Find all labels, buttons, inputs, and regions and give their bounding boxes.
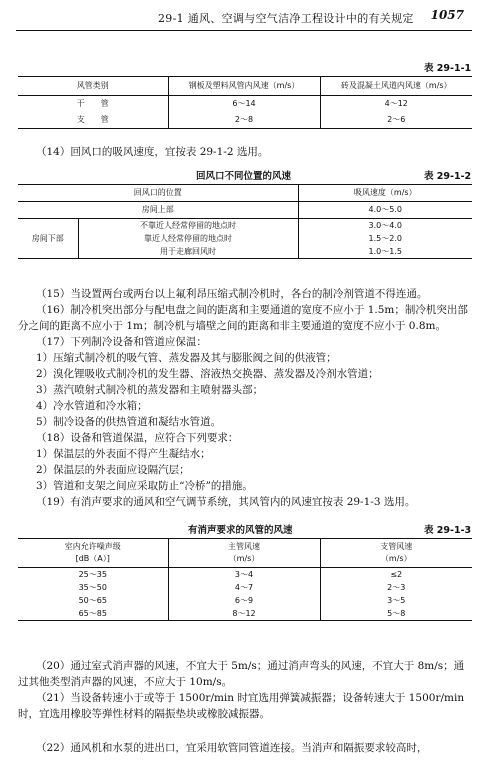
table2-cell: 1.5～2.0: [298, 232, 472, 245]
list-item: 4）冷水管道和冷水箱；: [36, 400, 148, 412]
section-title: 29-1 通风、空调与空气洁净工程设计中的有关规定: [158, 12, 414, 25]
table3-header-cell: [18, 539, 168, 568]
paragraph-14: （14）回风口的吸风速度，宜按表 29-1-2 选用。: [36, 146, 269, 158]
table3-number: 表 29-1-3: [424, 525, 472, 536]
table1-cell: 干 管: [76, 99, 109, 108]
table-row: [18, 607, 472, 621]
table-row: [18, 568, 472, 582]
table-row: [18, 581, 472, 594]
table3-header-line: （m/s）: [228, 554, 260, 563]
table3-cell: 35～50: [78, 582, 107, 592]
table2-header-cell: 回风口的位置: [18, 185, 298, 202]
table3-header-line: [dB（A）]: [75, 554, 110, 563]
table1-cell: 2～6: [320, 112, 472, 129]
paragraph-20: （20）通过室式消声器的风速，不宜大于 5m/s；通过消声弯头的风速，不宜大于 8m/s；通过其他类型消声器的风速，不应大于 10m/s。: [18, 660, 465, 688]
table2-header-cell: 吸风速度（m/s）: [298, 185, 472, 202]
table1-cell: 2～8: [168, 112, 320, 129]
list-item: 1）压缩式制冷机的吸气管、蒸发器及其与膨胀阀之间的供液管；: [36, 352, 337, 364]
paragraph-17: （17）下列制冷设备和管道应保温：: [36, 336, 207, 348]
list-item: 2）溴化锂吸收式制冷机的发生器、溶液热交换器、蒸发器及冷剂水管道；: [36, 368, 379, 380]
table2-cell: 用于走廊回风时: [78, 245, 298, 259]
table1: [18, 76, 472, 129]
table3-header-line: （m/s）: [380, 554, 412, 563]
table-row: [18, 594, 472, 607]
table-row: [18, 202, 472, 219]
paragraph-22: （22）通风机和水泵的进出口，宜采用软管同管道连接。当消声和隔振要求较高时，: [36, 742, 428, 754]
paragraph-21: （21）当设备转速小于或等于 1500r/min 时宜选用弹簧减振器；设备转速大于 1500r/min 时，宜选用橡胶等弹性材料的隔振垫块或橡胶减振器。: [18, 692, 465, 720]
running-header: [16, 6, 472, 31]
table2-cell: 4.0～5.0: [298, 202, 472, 219]
list-item: 5）制冷设备的供热管道和凝结水管道。: [36, 416, 222, 428]
table2-cell: 1.0～1.5: [298, 245, 472, 259]
table3-cell: 5～8: [320, 607, 472, 621]
paragraph-16: （16）制冷机突出部分与配电盘之间的距离和主要通道的宽度不应小于 1.5m；制冷机突出部分之间的距离不应小于 1m；制冷机与墙壁之间的距离和非主要通道的宽度不应小于 0.8m。: [18, 304, 468, 332]
table3-title: 有消声要求的风管的风速: [188, 525, 293, 536]
table3: [18, 538, 472, 621]
table3-cell: 8～12: [168, 607, 320, 621]
table1-header-cell: 钢板及塑料风管内风速（m/s）: [168, 77, 320, 96]
list-item: 3）蒸汽喷射式制冷机的蒸发器和主喷射器头部；: [36, 384, 264, 396]
table-row: [18, 112, 472, 129]
table2-group-cell: 房间下部: [18, 219, 78, 259]
table-row: [18, 219, 472, 233]
table3-header-line: 室内允许噪声级: [64, 542, 121, 551]
table2: [18, 184, 472, 259]
table1-cell: 支 管: [18, 112, 168, 129]
table3-header-line: 支管风速: [380, 542, 413, 551]
table1-header-cell: 风管类别: [18, 77, 168, 96]
table1-cell: 4～12: [320, 96, 472, 113]
table3-cell: 3～5: [320, 594, 472, 607]
paragraph-15: （15）当设置两台或两台以上氟利昂压缩式制冷机时，各台的制冷剂管道不得连通。: [36, 288, 428, 300]
table3-cell: ≤2: [320, 568, 472, 582]
table3-cell: 4～7: [168, 581, 320, 594]
table3-cell: 2～3: [320, 581, 472, 594]
table3-header-cell: [320, 539, 472, 568]
table2-cell: 不靠近人经常停留的地点时: [78, 219, 298, 233]
table3-cell: 3～4: [168, 568, 320, 582]
table2-cell: 靠近人经常停留的地点时: [78, 232, 298, 245]
table1-header-cell: 砖及混凝土风道内风速（m/s）: [320, 77, 472, 96]
list-item: 2）保温层的外表面应设隔汽层；: [36, 464, 190, 476]
page-number: 1057: [430, 8, 464, 22]
list-item: 3）管道和支架之间应采取防止“冷桥”的措施。: [36, 480, 253, 492]
table2-cell: 房间上部: [18, 202, 298, 219]
table2-title: 回风口不同位置的风速: [196, 171, 292, 182]
table3-header-line: 主管风速: [228, 542, 260, 551]
table-row: [18, 232, 472, 245]
table1-cell: 6～14: [168, 96, 320, 113]
table-row: [18, 245, 472, 259]
table1-number: 表 29-1-1: [424, 63, 472, 74]
table3-cell: 6～9: [168, 594, 320, 607]
table3-cell: 65～85: [18, 607, 168, 621]
paragraph-19: （19）有消声要求的通风和空气调节系统，其风管内的风速宜按表 29-1-3 选用。: [36, 496, 416, 508]
table3-cell: 25～35: [78, 569, 107, 579]
table3-cell: 50～65: [78, 595, 107, 605]
list-item: 1）保温层的外表面不得产生凝结水；: [36, 448, 211, 460]
table3-header-cell: [168, 539, 320, 568]
table2-number: 表 29-1-2: [424, 171, 472, 182]
table2-cell: 3.0～4.0: [298, 219, 472, 233]
paragraph-18: （18）设备和管道保温，应符合下列要求：: [36, 432, 239, 444]
table-row: [18, 96, 472, 113]
